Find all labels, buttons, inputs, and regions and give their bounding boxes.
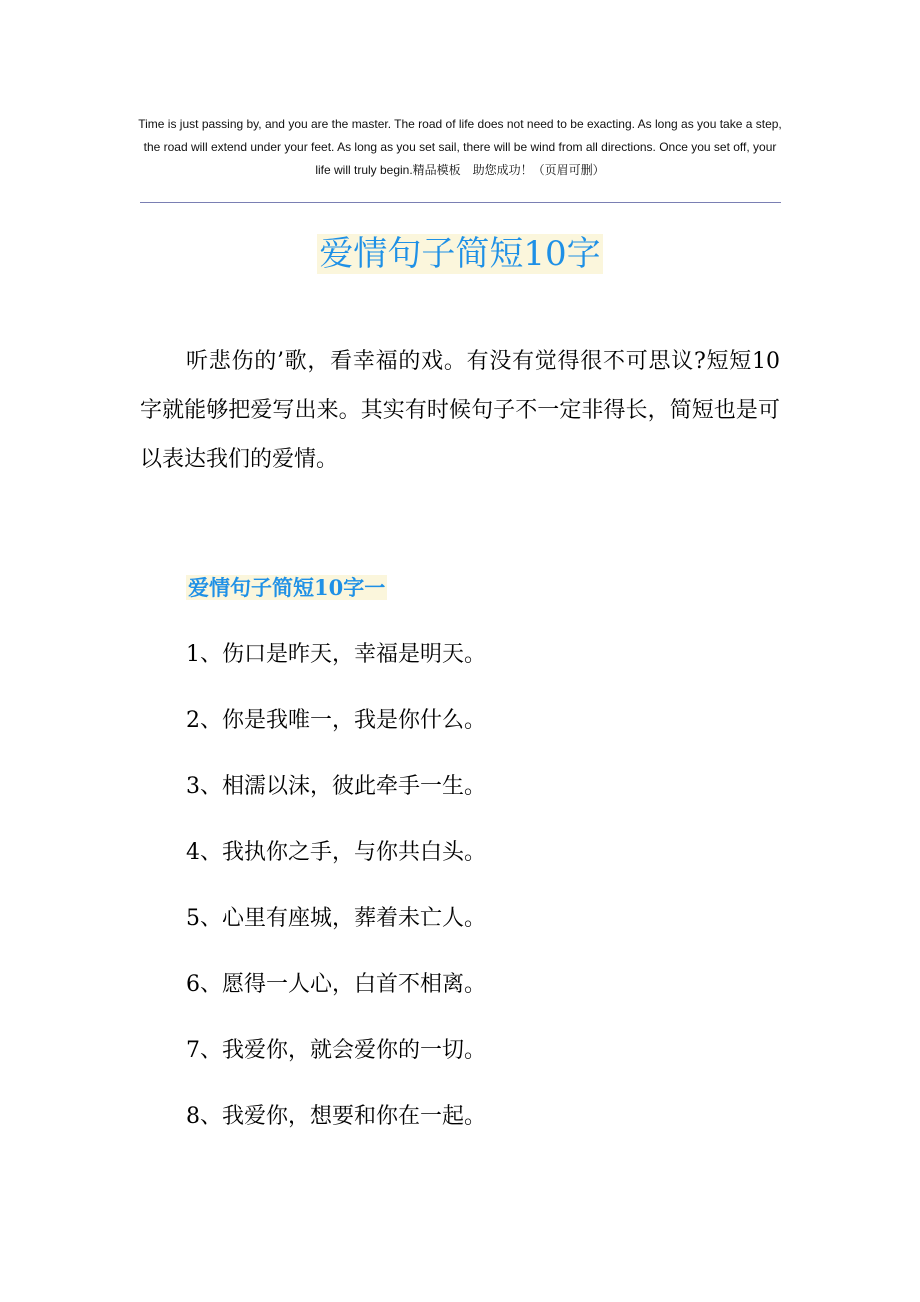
header-text: Time is just passing by, and you are the master. The road of life does not need to be exacting. As long as you take a step, the road will extend under your feet. As long as you set sail, there will be wind from all directions. Once you set off, your life will truly begin.精品模板 助您成功！（页眉可删） [138,117,782,177]
section-heading [186,569,387,607]
section-heading-text: 爱情句子简短10字一 [188,575,386,600]
list-item: 3、相濡以沫，彼此牵手一生。 [186,774,486,799]
list-item: 5、心里有座城，葬着未亡人。 [186,906,486,931]
list-item: 7、我爱你，就会爱你的一切。 [186,1038,486,1063]
list-item: 8、我爱你，想要和你在一起。 [186,1104,486,1129]
intro-paragraph: 听悲伤的’歌，看幸福的戏。有没有觉得很不可思议?短短10字就能够把爱写出来。其实有时候句子不一定非得长，简短也是可以表达我们的爱情。 [140,349,780,472]
list-item: 1、伤口是昨天，幸福是明天。 [186,642,486,667]
page-header [138,113,782,182]
document-title [0,228,920,280]
header-divider [140,202,781,203]
title-text: 爱情句子简短10字 [319,234,601,274]
list-item: 2、你是我唯一，我是你什么。 [186,708,486,733]
list-item: 6、愿得一人心，白首不相离。 [186,972,486,997]
sentence-list [186,633,486,1161]
list-item: 4、我执你之手，与你共白头。 [186,840,486,865]
